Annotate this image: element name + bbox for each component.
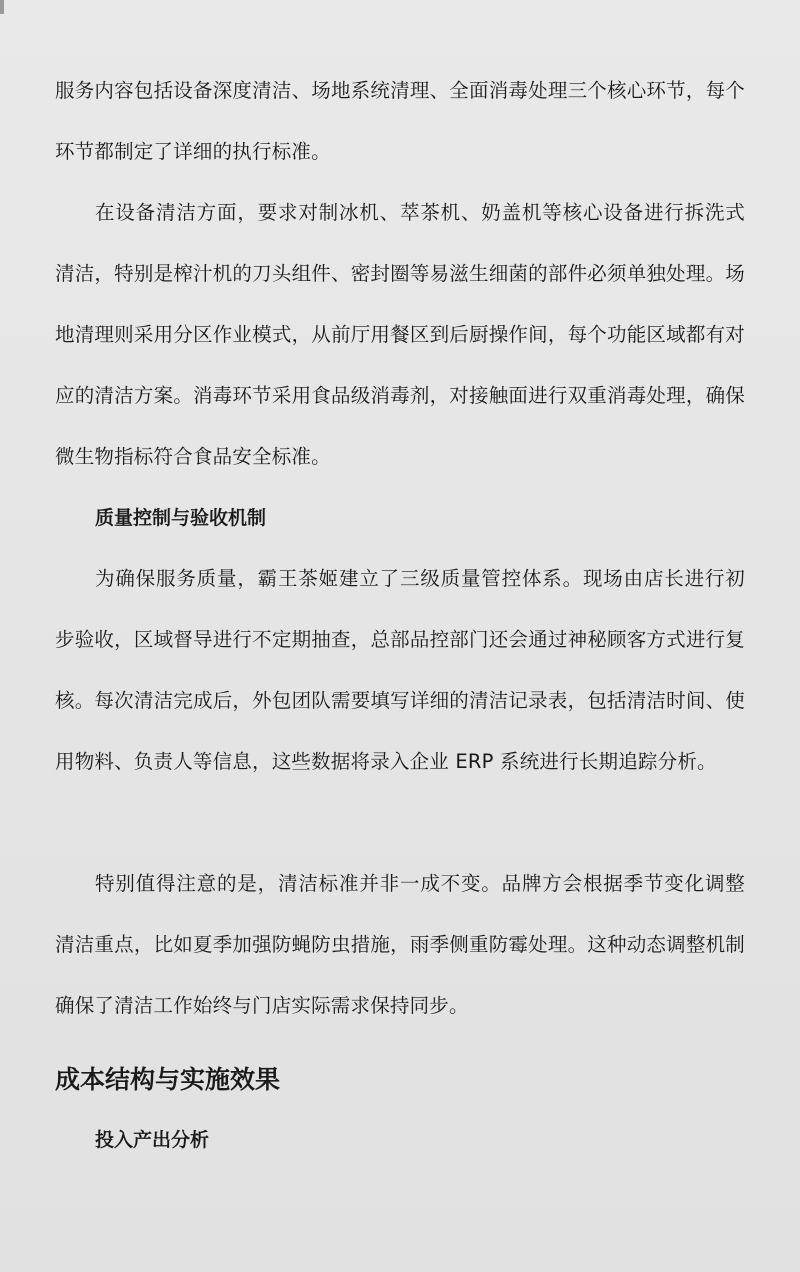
page-edge-mark: [0, 0, 4, 14]
paragraph-dynamic-standards: 特别值得注意的是，清洁标准并非一成不变。品牌方会根据季节变化调整清洁重点，比如夏季加强防蝇防虫措施，雨季侧重防霉处理。这种动态调整机制确保了清洁工作始终与门店实际需求保持同步。: [55, 872, 745, 1017]
paragraph-equipment-cleaning: 在设备清洁方面，要求对制冰机、萃茶机、奶盖机等核心设备进行拆洗式清洁，特别是榨汁机的刀头组件、密封圈等易滋生细菌的部件必须单独处理。场地清理则采用分区作业模式，从前厅用餐区到后厨操作间，每个功能区域都有对应的清洁方案。消毒环节采用食品级消毒剂，对接触面进行双重消毒处理，确保微生物指标符合食品安全标准。: [55, 201, 745, 468]
subheading-quality-control: 质量控制与验收机制: [95, 507, 267, 529]
paragraph-service-content: 服务内容包括设备深度清洁、场地系统清理、全面消毒处理三个核心环节，每个环节都制定了详细的执行标准。: [55, 79, 745, 163]
paragraph-quality-system: 为确保服务质量，霸王茶姬建立了三级质量管控体系。现场由店长进行初步验收，区域督导进行不定期抽查，总部品控部门还会通过神秘顾客方式进行复核。每次清洁完成后，外包团队需要填写详细的清洁记录表，包括清洁时间、使用物料、负责人等信息，这些数据将录入企业 ERP 系统进行长期追踪分析。: [55, 567, 745, 773]
section-heading-cost-structure: 成本结构与实施效果: [55, 1065, 281, 1094]
subheading-input-output: 投入产出分析: [95, 1129, 210, 1151]
